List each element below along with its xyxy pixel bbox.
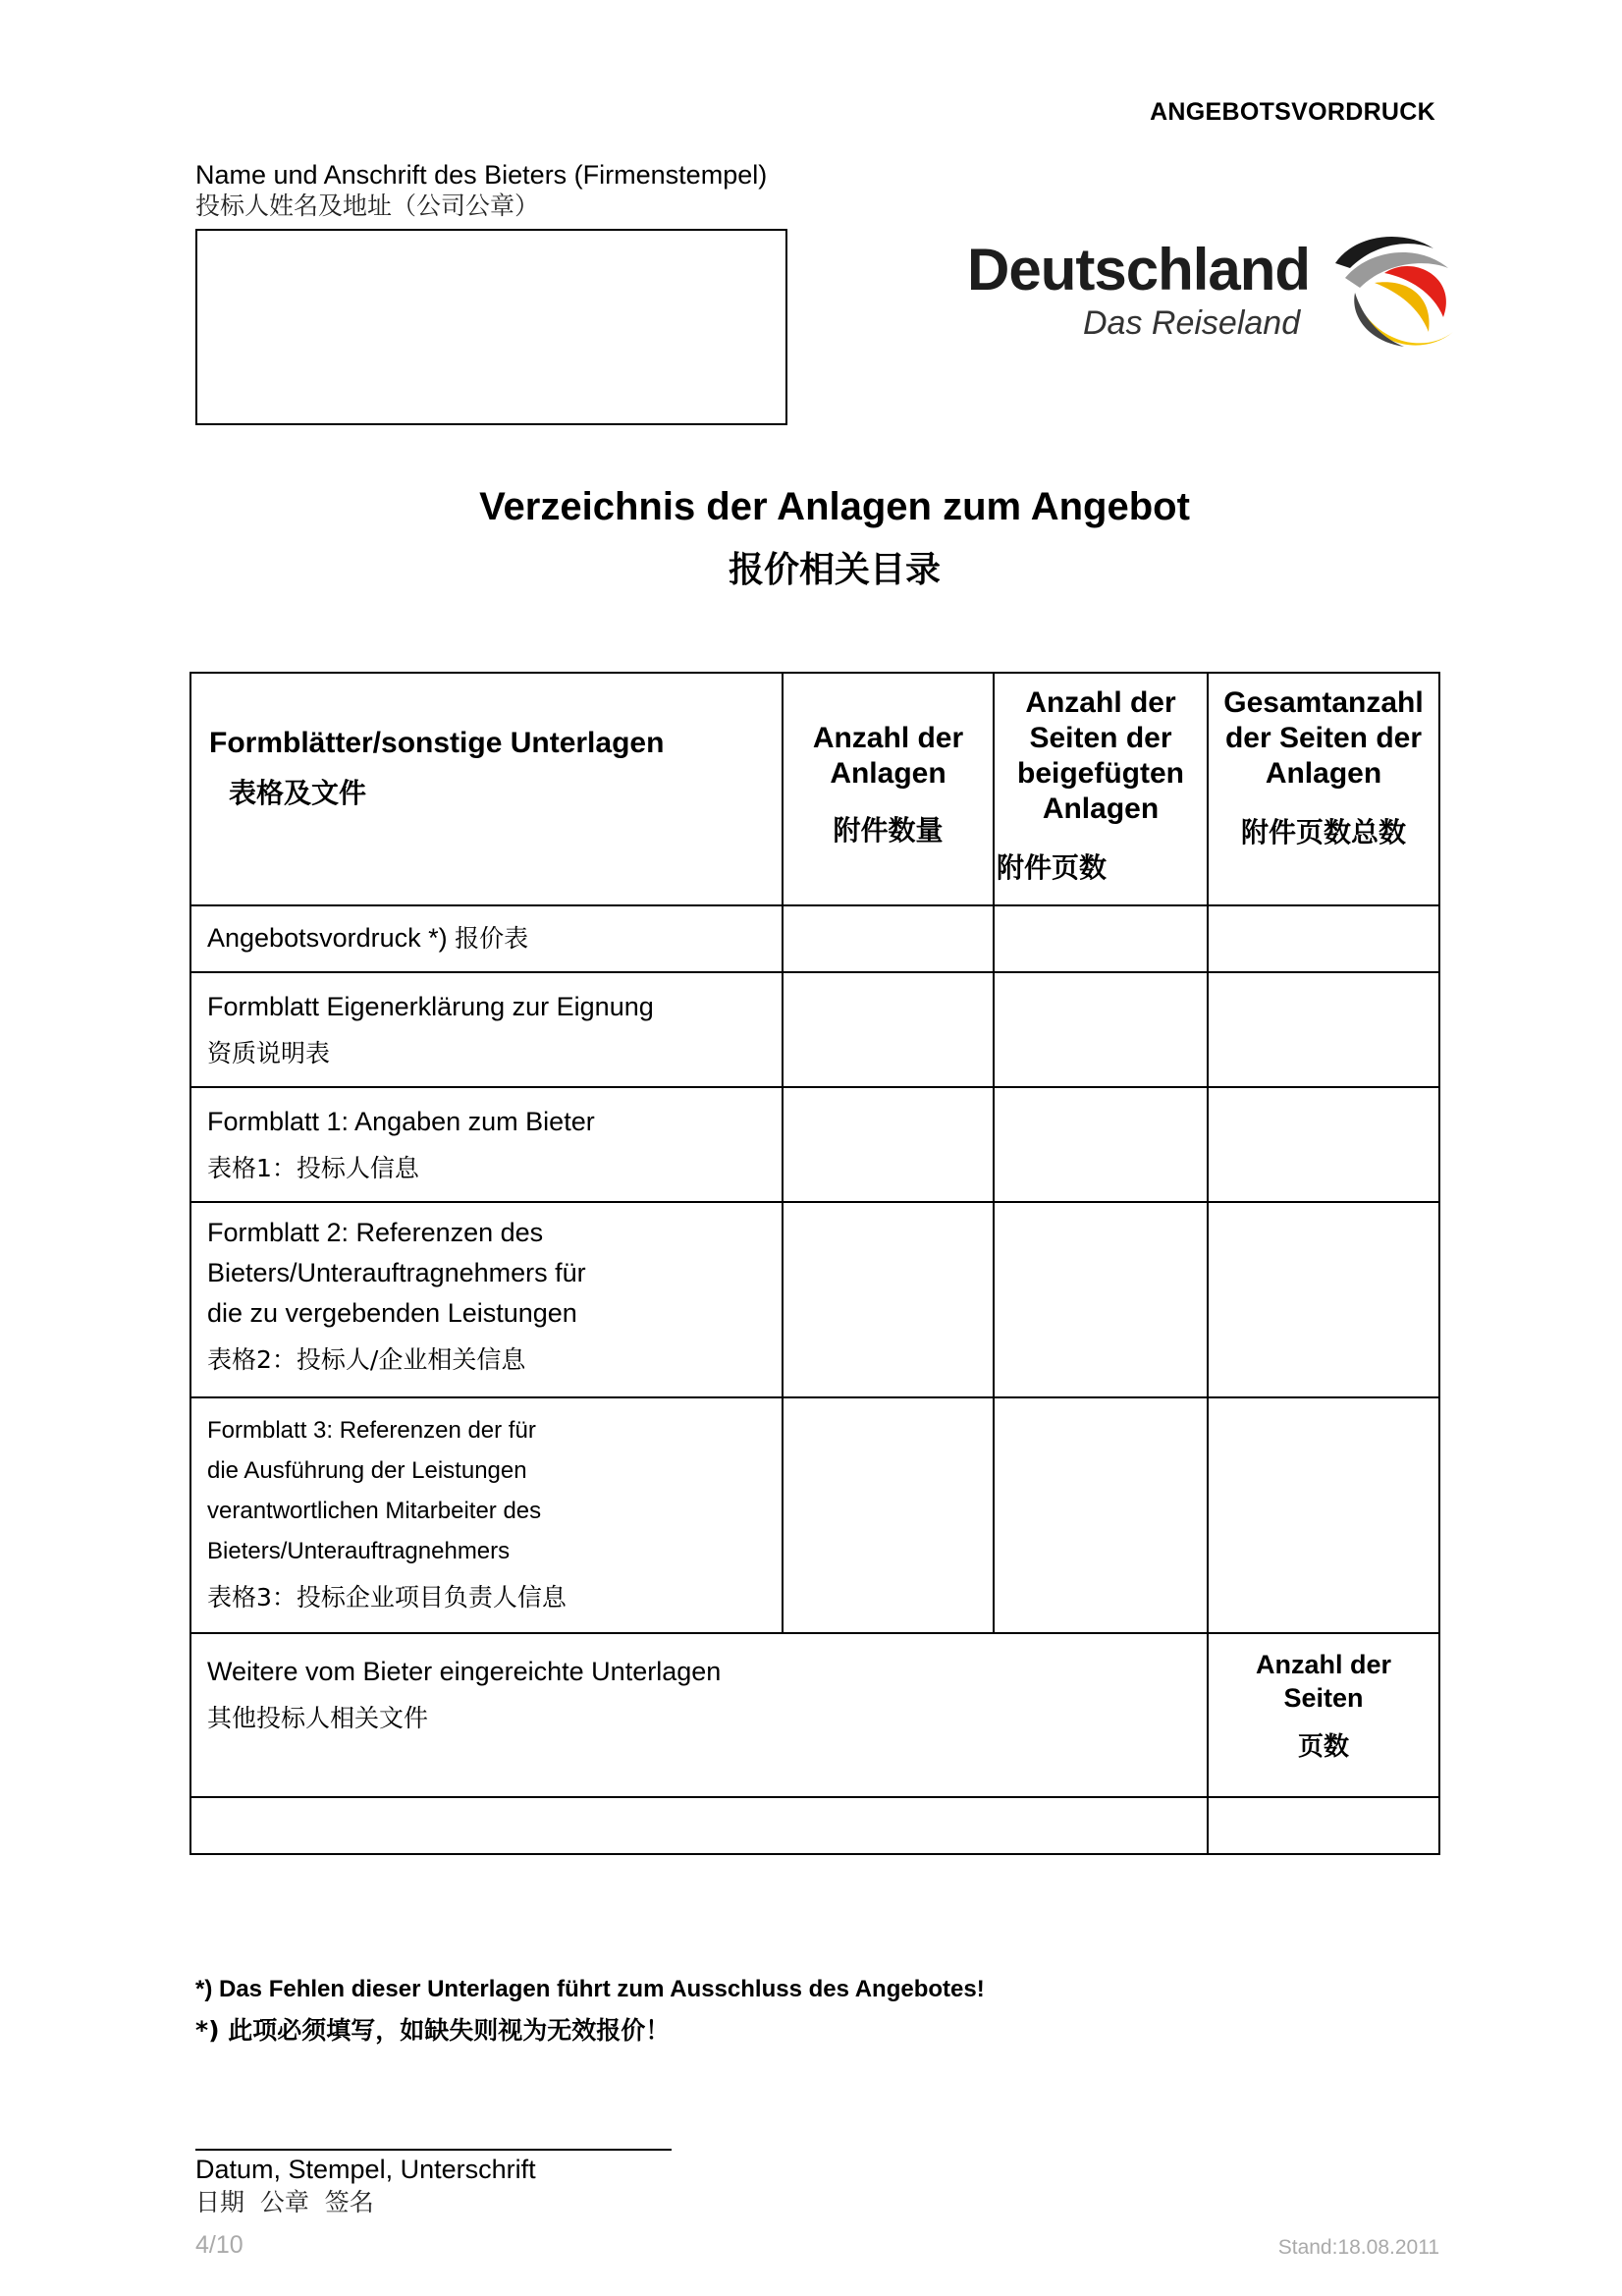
logo-main-text: Deutschland	[967, 237, 1311, 302]
page-count-cell[interactable]	[994, 1202, 1208, 1397]
page-number: 4/10	[195, 2231, 243, 2259]
row-label-cn: 报价表	[455, 924, 529, 953]
further-pages-de: Anzahl der Seiten	[1255, 1650, 1392, 1713]
further-docs-entry-cell[interactable]	[190, 1797, 1208, 1854]
bidder-label-cn: 投标人姓名及地址（公司公章）	[195, 191, 540, 220]
total-pages-cell[interactable]	[1208, 1087, 1439, 1202]
further-docs-cn: 其他投标人相关文件	[207, 1704, 429, 1732]
bidder-label-de: Name und Anschrift des Bieters (Firmenstempel)	[195, 160, 768, 190]
table-row	[190, 972, 1439, 1087]
row-label-de-line: Bieters/Unterauftragnehmers	[207, 1538, 511, 1564]
logo-swoosh-icon	[1316, 224, 1463, 361]
row-label-de: Angebotsvordruck *)	[207, 923, 448, 953]
row-label-de-line: die zu vergebenden Leistungen	[207, 1298, 577, 1328]
total-pages-cell[interactable]	[1208, 972, 1439, 1087]
form-type-label: ANGEBOTSVORDRUCK	[1150, 98, 1435, 126]
page-count-cell[interactable]	[994, 905, 1208, 972]
further-pages-cn: 页数	[1297, 1732, 1349, 1762]
signature-label-cn: 日期 公章 签名	[195, 2188, 374, 2216]
header-forms-de: Formblätter/sonstige Unterlagen	[209, 727, 665, 759]
total-pages-cell[interactable]	[1208, 905, 1439, 972]
header-page-count-de: Anzahl der Seiten der beigefügten Anlagen	[1017, 686, 1184, 825]
header-cell-total-pages	[1208, 673, 1439, 905]
row-label-cn: 表格1：投标人信息	[207, 1154, 419, 1182]
further-pages-header	[1208, 1633, 1439, 1797]
annex-count-cell[interactable]	[783, 1397, 994, 1633]
signature-label-de: Datum, Stempel, Unterschrift	[195, 2155, 536, 2184]
annex-count-cell[interactable]	[783, 905, 994, 972]
logo-sub-text: Das Reiseland	[1083, 304, 1301, 342]
bidder-label	[195, 159, 767, 222]
page-count-cell[interactable]	[994, 1087, 1208, 1202]
table-row	[190, 905, 1439, 972]
further-docs-pages-cell[interactable]	[1208, 1797, 1439, 1854]
further-docs-entry-row	[190, 1797, 1439, 1854]
signature-line[interactable]	[195, 2149, 672, 2151]
row-label	[190, 1087, 783, 1202]
page-title: Verzeichnis der Anlagen zum Angebot	[479, 485, 1190, 528]
page-count-cell[interactable]	[994, 1397, 1208, 1633]
table-row	[190, 1397, 1439, 1633]
exclusion-note-de: *) Das Fehlen dieser Unterlagen führt zum Ausschluss des Angebotes!	[195, 1976, 985, 2002]
row-label-de-line: Bieters/Unterauftragnehmers für	[207, 1258, 586, 1287]
row-label	[190, 905, 783, 972]
page-title-cn: 报价相关目录	[728, 550, 941, 590]
annex-table	[189, 672, 1440, 1855]
row-label-de-line: verantwortlichen Mitarbeiter des	[207, 1498, 542, 1524]
annex-count-cell[interactable]	[783, 1087, 994, 1202]
further-docs-label	[190, 1633, 1208, 1797]
deutschland-logo	[967, 216, 1478, 373]
header-page-count-cn: 附件页数	[997, 851, 1108, 884]
header-cell-forms	[190, 673, 783, 905]
page-count-cell[interactable]	[994, 972, 1208, 1087]
further-docs-de: Weitere vom Bieter eingereichte Unterlagen	[207, 1657, 722, 1686]
annex-count-cell[interactable]	[783, 1202, 994, 1397]
total-pages-cell[interactable]	[1208, 1397, 1439, 1633]
header-cell-page-count	[994, 673, 1208, 905]
company-stamp-box[interactable]	[195, 229, 787, 425]
revision-date: Stand:18.08.2011	[1277, 2236, 1439, 2259]
row-label	[190, 1202, 783, 1397]
row-label-cn: 资质说明表	[207, 1039, 331, 1067]
row-label-de: Formblatt Eigenerklärung zur Eignung	[207, 992, 654, 1021]
row-label-cn: 表格3：投标企业项目负责人信息	[207, 1583, 567, 1612]
header-cell-annex-count	[783, 673, 994, 905]
table-row	[190, 1202, 1439, 1397]
header-annex-count-de: Anzahl der Anlagen	[812, 722, 964, 790]
signature-label	[195, 2153, 536, 2219]
header-annex-count-cn: 附件数量	[833, 814, 944, 847]
exclusion-note-cn: *) 此项必须填写，如缺失则视为无效报价！	[195, 2016, 671, 2045]
header-forms-cn: 表格及文件	[229, 777, 367, 809]
table-header-row	[190, 673, 1439, 905]
total-pages-cell[interactable]	[1208, 1202, 1439, 1397]
row-label	[190, 972, 783, 1087]
row-label-de: Formblatt 1: Angaben zum Bieter	[207, 1107, 595, 1136]
row-label-de-line: Formblatt 3: Referenzen der für	[207, 1417, 536, 1444]
header-total-pages-cn: 附件页数总数	[1240, 816, 1406, 848]
row-label	[190, 1397, 783, 1633]
annex-count-cell[interactable]	[783, 972, 994, 1087]
header-total-pages-de: Gesamtanzahl der Seiten der Anlagen	[1223, 686, 1424, 790]
row-label-de-line: Formblatt 2: Referenzen des	[207, 1218, 544, 1247]
table-row	[190, 1087, 1439, 1202]
further-docs-row	[190, 1633, 1439, 1797]
row-label-de-line: die Ausführung der Leistungen	[207, 1457, 527, 1484]
row-label-cn: 表格2：投标人/企业相关信息	[207, 1345, 526, 1374]
